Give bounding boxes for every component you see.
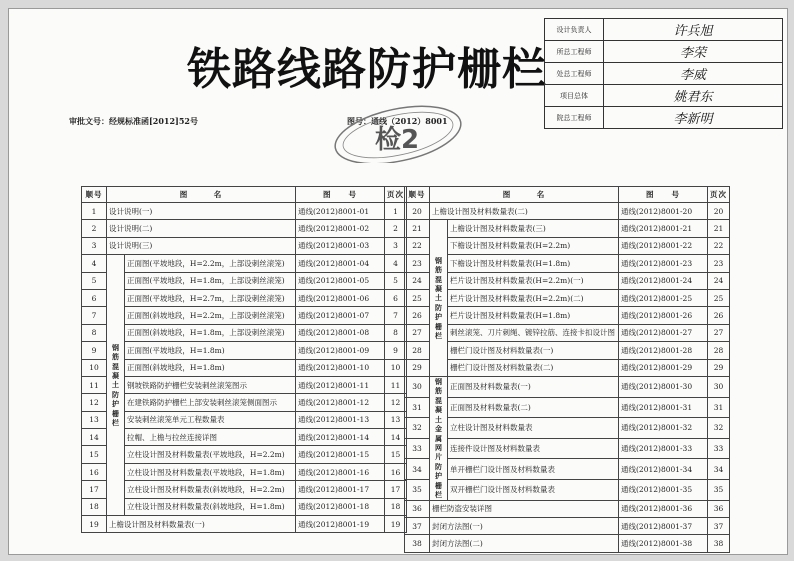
row-number: 36	[405, 500, 430, 517]
row-number: 22	[405, 237, 430, 254]
row-number: 3	[82, 237, 107, 254]
row-number: 7	[82, 307, 107, 324]
drawing-code: 通线(2012)8001-30	[619, 376, 708, 397]
row-number: 2	[82, 220, 107, 237]
page-number: 30	[708, 376, 730, 397]
table-row	[405, 203, 730, 220]
page-number: 15	[385, 446, 407, 463]
signature-role: 设计负责人	[545, 19, 604, 41]
drawing-number: 图号：通线（2012）8001	[347, 116, 448, 126]
drawing-code: 通线(2012)8001-01	[296, 203, 385, 220]
table-row	[405, 324, 730, 341]
signature-row	[545, 63, 783, 85]
drawing-title: 设计说明(二)	[107, 220, 296, 237]
drawing-title: 连接件设计图及材料数量表	[448, 438, 619, 459]
drawing-code: 通线(2012)8001-23	[619, 255, 708, 272]
table-row	[82, 429, 407, 446]
table-row	[82, 446, 407, 463]
page-number: 28	[708, 342, 730, 359]
table-row	[405, 237, 730, 254]
drawing-title: 拉帽、上檐与拉丝连接详图	[125, 429, 296, 446]
page-number: 5	[385, 272, 407, 289]
group-label: 钢筋混凝土防护栅栏	[107, 255, 125, 516]
table-row	[405, 342, 730, 359]
table-row	[405, 307, 730, 324]
table-row	[405, 535, 730, 552]
page-number: 4	[385, 255, 407, 272]
page-number: 32	[708, 418, 730, 439]
drawing-title: 立柱设计图及材料数量表(平坡地段，H=1.8m)	[125, 463, 296, 480]
page-number: 21	[708, 220, 730, 237]
page-number: 18	[385, 498, 407, 515]
table-row	[405, 517, 730, 534]
page-number: 24	[708, 272, 730, 289]
row-number: 19	[82, 516, 107, 533]
drawing-title: 封闭方法图(一)	[430, 517, 619, 534]
table-row	[82, 220, 407, 237]
drawing-code: 通线(2012)8001-06	[296, 289, 385, 306]
signature-block	[544, 18, 783, 129]
drawing-title: 正面图(平坡地段，H=2.2m，上部设刺丝滚笼)	[125, 255, 296, 272]
page-number: 27	[708, 324, 730, 341]
signature-name: 李威	[604, 63, 783, 85]
drawing-title: 上檐设计图及材料数量表(二)	[430, 203, 619, 220]
drawing-code: 通线(2012)8001-13	[296, 411, 385, 428]
table-row	[82, 272, 407, 289]
page-number: 8	[385, 324, 407, 341]
table-row	[82, 203, 407, 220]
drawing-title: 立柱设计图及材料数量表	[448, 418, 619, 439]
drawing-code: 通线(2012)8001-36	[619, 500, 708, 517]
drawing-code: 通线(2012)8001-04	[296, 255, 385, 272]
signature-name: 许兵旭	[604, 19, 783, 41]
drawing-title: 正面图(平坡地段，H=2.7m，上部设刺丝滚笼)	[125, 289, 296, 306]
row-number: 21	[405, 220, 430, 237]
drawing-code: 通线(2012)8001-14	[296, 429, 385, 446]
table-row	[405, 397, 730, 418]
page-number: 29	[708, 359, 730, 376]
table-row	[82, 498, 407, 515]
signature-row	[545, 107, 783, 129]
page-number: 26	[708, 307, 730, 324]
drawing-title: 立柱设计图及材料数量表(斜坡地段，H=2.2m)	[125, 481, 296, 498]
drawing-title: 上檐设计图及材料数量表(一)	[107, 516, 296, 533]
row-number: 10	[82, 359, 107, 376]
drawing-sheet	[8, 8, 788, 555]
page-number: 13	[385, 411, 407, 428]
signature-name: 李新明	[604, 107, 783, 129]
drawing-title: 栏片设计图及材料数量表(H=2.2m)(一)	[448, 272, 619, 289]
drawing-code: 通线(2012)8001-07	[296, 307, 385, 324]
drawing-code: 通线(2012)8001-16	[296, 463, 385, 480]
page-number: 31	[708, 397, 730, 418]
table-row	[405, 220, 730, 237]
signature-name: 李荣	[604, 41, 783, 63]
page-number: 12	[385, 394, 407, 411]
header-code: 图 号	[619, 187, 708, 203]
row-number: 20	[405, 203, 430, 220]
drawing-code: 通线(2012)8001-33	[619, 438, 708, 459]
group-label: 钢筋混凝土金属网片防护栅栏	[430, 376, 448, 500]
drawing-code: 通线(2012)8001-24	[619, 272, 708, 289]
table-header	[405, 187, 730, 203]
row-number: 28	[405, 342, 430, 359]
table-row	[405, 289, 730, 306]
drawing-code: 通线(2012)8001-12	[296, 394, 385, 411]
table-row	[82, 237, 407, 254]
row-number: 26	[405, 307, 430, 324]
drawing-title: 单开栅栏门设计图及材料数量表	[448, 459, 619, 480]
signature-role: 院总工程师	[545, 107, 604, 129]
page-number: 2	[385, 220, 407, 237]
drawing-code: 通线(2012)8001-34	[619, 459, 708, 480]
signature-name: 姚君东	[604, 85, 783, 107]
row-number: 24	[405, 272, 430, 289]
table-row	[82, 394, 407, 411]
row-number: 23	[405, 255, 430, 272]
row-number: 25	[405, 289, 430, 306]
signature-row	[545, 85, 783, 107]
table-row	[82, 463, 407, 480]
drawing-title: 正面图(斜坡地段，H=1.8m，上部设刺丝滚笼)	[125, 324, 296, 341]
drawing-title: 立柱设计图及材料数量表(斜坡地段，H=1.8m)	[125, 498, 296, 515]
row-number: 5	[82, 272, 107, 289]
signature-row	[545, 19, 783, 41]
drawing-title: 正面图(平坡地段，H=1.8m，上部设刺丝滚笼)	[125, 272, 296, 289]
table-row	[82, 289, 407, 306]
drawing-title: 上檐设计图及材料数量表(三)	[448, 220, 619, 237]
table-row	[405, 376, 730, 397]
drawing-title: 设计说明(三)	[107, 237, 296, 254]
row-number: 6	[82, 289, 107, 306]
drawing-title: 立柱设计图及材料数量表(平坡地段，H=2.2m)	[125, 446, 296, 463]
row-number: 1	[82, 203, 107, 220]
drawing-title: 正面图(斜坡地段，H=2.2m，上部设刺丝滚笼)	[125, 307, 296, 324]
page-number: 9	[385, 342, 407, 359]
drawing-title: 在建铁路防护栅栏上部安装刺丝滚笼侧面图示	[125, 394, 296, 411]
row-number: 17	[82, 481, 107, 498]
page-number: 14	[385, 429, 407, 446]
drawing-code: 通线(2012)8001-20	[619, 203, 708, 220]
approval-number: 审批文号：经规标准函[2012]52号	[69, 116, 198, 126]
header-no: 顺号	[405, 187, 430, 203]
row-number: 27	[405, 324, 430, 341]
page-number: 19	[385, 516, 407, 533]
row-number: 14	[82, 429, 107, 446]
drawing-code: 通线(2012)8001-27	[619, 324, 708, 341]
drawing-title: 安装刺丝滚笼单元工程数量表	[125, 411, 296, 428]
page-number: 6	[385, 289, 407, 306]
drawing-code: 通线(2012)8001-38	[619, 535, 708, 552]
drawing-code: 通线(2012)8001-19	[296, 516, 385, 533]
page-number: 1	[385, 203, 407, 220]
header-page: 页次	[708, 187, 730, 203]
drawing-code: 通线(2012)8001-26	[619, 307, 708, 324]
drawing-title: 设计说明(一)	[107, 203, 296, 220]
drawing-code: 通线(2012)8001-10	[296, 359, 385, 376]
page-number: 3	[385, 237, 407, 254]
page-number: 10	[385, 359, 407, 376]
drawing-code: 通线(2012)8001-18	[296, 498, 385, 515]
table-row	[405, 438, 730, 459]
page-number: 17	[385, 481, 407, 498]
page-number: 22	[708, 237, 730, 254]
page-number: 35	[708, 479, 730, 500]
row-number: 12	[82, 394, 107, 411]
drawing-title: 正面图及材料数量表(一)	[448, 376, 619, 397]
drawing-index-left	[81, 186, 407, 533]
header-page: 页次	[385, 187, 407, 203]
drawing-title: 下檐设计图及材料数量表(H=2.2m)	[448, 237, 619, 254]
drawing-code: 通线(2012)8001-25	[619, 289, 708, 306]
page-number: 7	[385, 307, 407, 324]
row-number: 33	[405, 438, 430, 459]
page-number: 25	[708, 289, 730, 306]
drawing-code: 通线(2012)8001-21	[619, 220, 708, 237]
table-row	[405, 255, 730, 272]
table-row	[82, 324, 407, 341]
row-number: 32	[405, 418, 430, 439]
table-row	[405, 418, 730, 439]
drawing-code: 通线(2012)8001-28	[619, 342, 708, 359]
drawing-title: 正面图(斜坡地段，H=1.8m)	[125, 359, 296, 376]
drawing-code: 通线(2012)8001-29	[619, 359, 708, 376]
header-title: 图 名	[430, 187, 619, 203]
signature-role: 处总工程师	[545, 63, 604, 85]
drawing-title: 栅栏防盗安装详图	[430, 500, 619, 517]
page-number: 16	[385, 463, 407, 480]
table-row	[82, 359, 407, 376]
row-number: 8	[82, 324, 107, 341]
page-number: 34	[708, 459, 730, 480]
row-number: 11	[82, 376, 107, 393]
drawing-title: 栅栏门设计图及材料数量表(二)	[448, 359, 619, 376]
row-number: 34	[405, 459, 430, 480]
group-label: 钢筋混凝土防护栅栏	[430, 220, 448, 377]
row-number: 31	[405, 397, 430, 418]
row-number: 4	[82, 255, 107, 272]
drawing-code: 通线(2012)8001-08	[296, 324, 385, 341]
drawing-code: 通线(2012)8001-32	[619, 418, 708, 439]
header-code: 图 号	[296, 187, 385, 203]
header-title: 图 名	[107, 187, 296, 203]
table-row	[82, 376, 407, 393]
header-no: 顺号	[82, 187, 107, 203]
drawing-code: 通线(2012)8001-03	[296, 237, 385, 254]
table-row	[405, 479, 730, 500]
drawing-code: 通线(2012)8001-11	[296, 376, 385, 393]
row-number: 37	[405, 517, 430, 534]
drawing-title: 栅栏门设计图及材料数量表(一)	[448, 342, 619, 359]
table-row	[82, 255, 407, 272]
page-number: 36	[708, 500, 730, 517]
stamp-label: 检2	[375, 125, 420, 155]
table-row	[405, 359, 730, 376]
drawing-title: 钢坡铁路防护栅栏安装刺丝滚笼图示	[125, 376, 296, 393]
drawing-code: 通线(2012)8001-17	[296, 481, 385, 498]
row-number: 38	[405, 535, 430, 552]
drawing-title: 刺丝滚笼、刀片刺绳、镀锌拉筋、连接卡扣设计图	[448, 324, 619, 341]
table-row	[82, 516, 407, 533]
table-header	[82, 187, 407, 203]
drawing-code: 通线(2012)8001-35	[619, 479, 708, 500]
table-row	[82, 307, 407, 324]
drawing-code: 通线(2012)8001-02	[296, 220, 385, 237]
row-number: 15	[82, 446, 107, 463]
table-row	[405, 459, 730, 480]
drawing-code: 通线(2012)8001-15	[296, 446, 385, 463]
table-row	[82, 411, 407, 428]
page-number: 20	[708, 203, 730, 220]
drawing-title: 正面图(平坡地段，H=1.8m)	[125, 342, 296, 359]
signature-row	[545, 41, 783, 63]
drawing-title: 栏片设计图及材料数量表(H=2.2m)(二)	[448, 289, 619, 306]
drawing-code: 通线(2012)8001-09	[296, 342, 385, 359]
drawing-title: 下檐设计图及材料数量表(H=1.8m)	[448, 255, 619, 272]
table-row	[82, 342, 407, 359]
page-number: 23	[708, 255, 730, 272]
drawing-title: 双开栅栏门设计图及材料数量表	[448, 479, 619, 500]
row-number: 16	[82, 463, 107, 480]
inspection-stamp	[329, 101, 467, 163]
signature-role: 项目总体	[545, 85, 604, 107]
row-number: 35	[405, 479, 430, 500]
row-number: 18	[82, 498, 107, 515]
drawing-code: 通线(2012)8001-37	[619, 517, 708, 534]
drawing-index-right	[404, 186, 730, 553]
page-number: 33	[708, 438, 730, 459]
drawing-title: 栏片设计图及材料数量表(H=1.8m)	[448, 307, 619, 324]
drawing-code: 通线(2012)8001-31	[619, 397, 708, 418]
drawing-title: 正面图及材料数量表(二)	[448, 397, 619, 418]
drawing-title: 封闭方法图(二)	[430, 535, 619, 552]
document-title: 铁路线路防护栅栏	[187, 44, 547, 95]
row-number: 30	[405, 376, 430, 397]
row-number: 29	[405, 359, 430, 376]
page-number: 37	[708, 517, 730, 534]
table-row	[405, 500, 730, 517]
page-number: 38	[708, 535, 730, 552]
drawing-code: 通线(2012)8001-05	[296, 272, 385, 289]
page-number: 11	[385, 376, 407, 393]
row-number: 9	[82, 342, 107, 359]
signature-role: 所总工程师	[545, 41, 604, 63]
row-number: 13	[82, 411, 107, 428]
drawing-code: 通线(2012)8001-22	[619, 237, 708, 254]
table-row	[405, 272, 730, 289]
table-row	[82, 481, 407, 498]
